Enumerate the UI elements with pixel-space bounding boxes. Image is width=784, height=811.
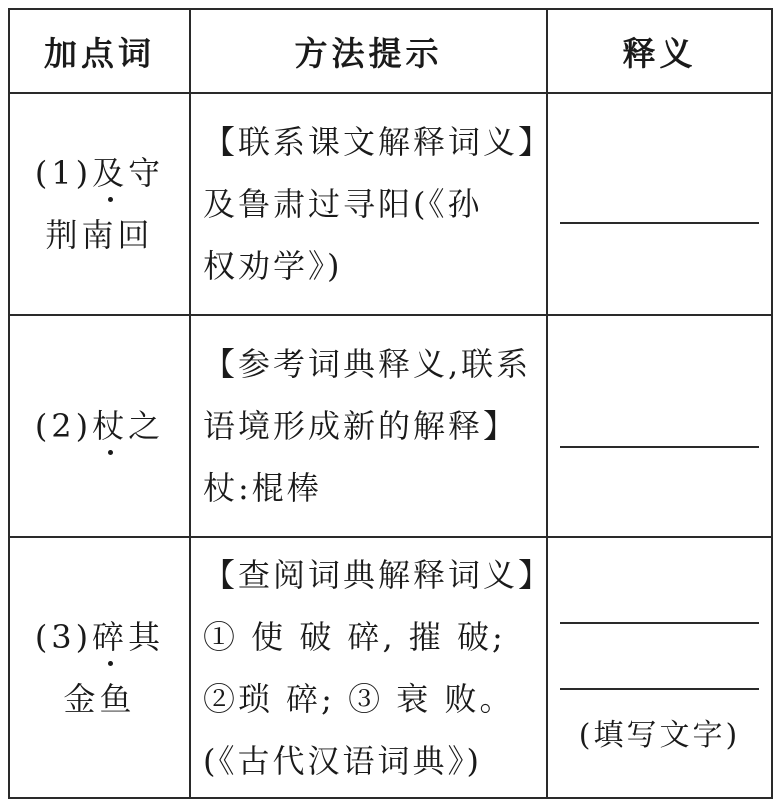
method-line: ① 使 破 碎, 摧 破; <box>203 617 506 656</box>
header-word: 加点词 <box>9 9 190 93</box>
word-text: 荆南回 <box>45 216 154 254</box>
word-cell <box>9 537 190 798</box>
word-text: 其 <box>128 617 165 656</box>
word-text: 金鱼 <box>63 679 136 718</box>
row-number: (1) <box>34 154 93 192</box>
dotted-char: 及 <box>92 142 128 204</box>
header-row <box>9 9 772 93</box>
answer-cell[interactable] <box>547 93 772 315</box>
row-number: (3) <box>34 617 93 656</box>
table-row <box>9 93 772 315</box>
method-cell <box>190 93 554 315</box>
answer-blank-line[interactable] <box>560 622 759 624</box>
dotted-char: 杖 <box>92 395 128 457</box>
header-method: 方法提示 <box>190 9 547 93</box>
answer-cell[interactable] <box>547 315 772 537</box>
word-cell <box>9 315 190 537</box>
method-line: 【参考词典释义,联系 <box>203 345 532 383</box>
method-line: 杖:棍棒 <box>203 469 322 507</box>
method-cell <box>190 315 547 537</box>
method-line: 语境形成新的解释】 <box>203 407 519 445</box>
method-line: 【联系课文解释词义】 <box>203 123 554 161</box>
table-row <box>9 315 772 537</box>
row-number: (2) <box>34 407 93 445</box>
fill-hint: (填写文字) <box>578 718 741 753</box>
method-line: ②琐 碎; ③ 衰 败。 <box>203 679 515 718</box>
method-line: 及鲁肃过寻阳(《孙 <box>203 185 483 223</box>
answer-cell[interactable] <box>547 537 772 798</box>
vocab-table <box>8 8 773 799</box>
answer-blank-line[interactable] <box>560 222 759 224</box>
word-cell <box>9 93 190 315</box>
method-cell <box>190 537 554 798</box>
method-line: 权劝学》) <box>203 247 343 285</box>
answer-blank-line[interactable] <box>560 688 759 690</box>
dotted-char: 碎 <box>92 606 128 668</box>
method-line: 【查阅词典解释词义】 <box>203 555 554 594</box>
table-row <box>9 537 772 798</box>
word-text: 之 <box>128 407 165 445</box>
header-meaning: 释义 <box>547 9 772 93</box>
method-line: (《古代汉语词典》) <box>203 741 482 780</box>
word-text: 守 <box>128 154 165 192</box>
answer-blank-line[interactable] <box>560 446 759 448</box>
